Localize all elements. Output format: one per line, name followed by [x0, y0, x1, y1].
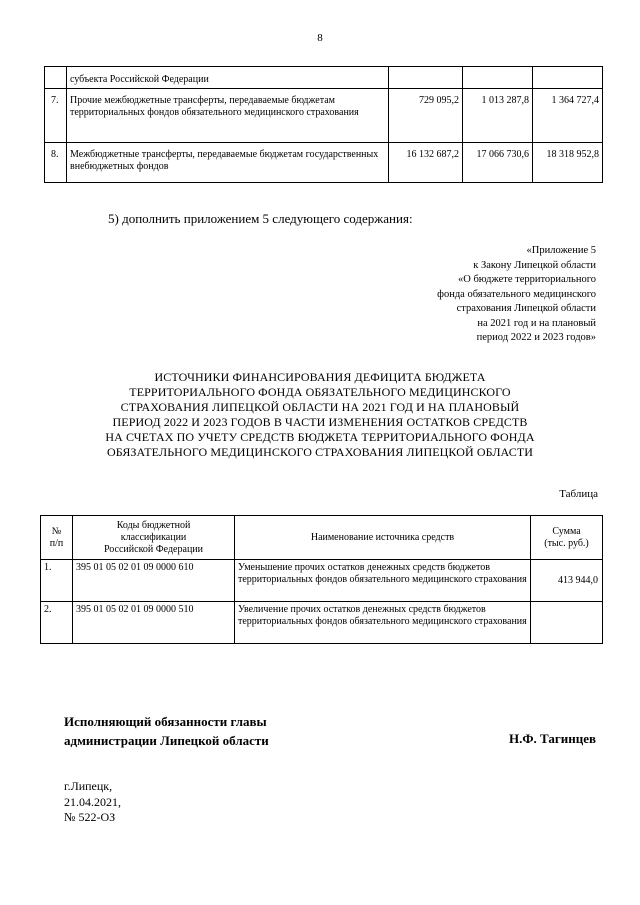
table-row	[45, 67, 603, 89]
value-2023	[533, 67, 603, 89]
table-row	[45, 89, 603, 143]
header-text: Коды бюджетной	[116, 519, 191, 531]
transfers-table	[44, 66, 603, 183]
header-name: Наименование источника средств	[235, 516, 531, 560]
value-2023: 1 364 727,4	[533, 89, 603, 143]
header-text: Российской Федерации	[103, 543, 203, 555]
page-number: 8	[317, 32, 323, 44]
value-2021: 16 132 687,2	[389, 143, 463, 183]
appendix-line: к Закону Липецкой области	[473, 259, 596, 271]
header-text: п/п	[49, 537, 64, 549]
header-code	[73, 516, 235, 560]
header-text: классификации	[120, 531, 187, 543]
row-name: Межбюджетные трансферты, передаваемые бюджетам государственных внебюджетных фондов	[67, 143, 389, 183]
row-number: 1.	[41, 560, 73, 602]
header-sum	[531, 516, 603, 560]
appendix-line: фонда обязательного медицинского	[437, 288, 596, 300]
row-number: 7.	[45, 89, 67, 143]
title-line: ИСТОЧНИКИ ФИНАНСИРОВАНИЯ ДЕФИЦИТА БЮДЖЕТА	[154, 370, 486, 384]
signatory-line: Исполняющий обязанности главы	[64, 714, 267, 729]
appendix-line: на 2021 год и на плановый	[477, 317, 596, 329]
appendix-line: период 2022 и 2023 годов»	[476, 332, 596, 343]
financing-sources-table	[40, 515, 603, 644]
row-sum	[531, 602, 603, 644]
header-text: №	[51, 525, 62, 537]
value-2022: 17 066 730,6	[463, 143, 533, 183]
table-row	[41, 602, 603, 644]
row-sum: 413 944,0	[531, 560, 603, 602]
appendix-line: «Приложение 5	[526, 245, 596, 256]
appendix-line: «О бюджете территориального	[458, 274, 596, 285]
row-name: Увеличение прочих остатков денежных средств бюджетов территориальных фондов обязательного медицинского страхования	[235, 602, 531, 644]
signatory-line: администрации Липецкой области	[64, 733, 269, 748]
table-label: Таблица	[559, 488, 598, 500]
signatory-name: Н.Ф. Тагинцев	[508, 731, 596, 746]
footer-date: 21.04.2021,	[64, 794, 121, 809]
value-2022: 1 013 287,8	[463, 89, 533, 143]
row-code: 395 01 05 02 01 09 0000 510	[73, 602, 235, 644]
signatory-title	[64, 712, 269, 750]
value-2021: 729 095,2	[389, 89, 463, 143]
title-line: ТЕРРИТОРИАЛЬНОГО ФОНДА ОБЯЗАТЕЛЬНОГО МЕДИЦИНСКОГО	[129, 385, 511, 399]
row-name: Прочие межбюджетные трансферты, передаваемые бюджетам территориальных фондов обязательного медицинского страхования	[67, 89, 389, 143]
footer-number: № 522-ОЗ	[64, 810, 116, 824]
appendix-header	[336, 244, 596, 346]
row-name: субъекта Российской Федерации	[67, 67, 389, 89]
title-line: НА СЧЕТАХ ПО УЧЕТУ СРЕДСТВ БЮДЖЕТА ТЕРРИТОРИАЛЬНОГО ФОНДА	[105, 430, 535, 444]
appendix-line: страхования Липецкой области	[456, 303, 596, 314]
title-line: СТРАХОВАНИЯ ЛИПЕЦКОЙ ОБЛАСТИ НА 2021 ГОД И НА ПЛАНОВЫЙ	[120, 400, 520, 414]
header-text: (тыс. руб.)	[544, 537, 589, 549]
document-footer	[64, 779, 121, 826]
title-line: ОБЯЗАТЕЛЬНОГО МЕДИЦИНСКОГО СТРАХОВАНИЯ ЛИПЕЦКОЙ ОБЛАСТИ	[106, 445, 534, 459]
value-2022	[463, 67, 533, 89]
table-header-row	[41, 516, 603, 560]
row-name: Уменьшение прочих остатков денежных средств бюджетов территориальных фондов обязательного медицинского страхования	[235, 560, 531, 602]
value-2023: 18 318 952,8	[533, 143, 603, 183]
row-number: 8.	[45, 143, 67, 183]
value-2021	[389, 67, 463, 89]
header-number	[41, 516, 73, 560]
row-number: 2.	[41, 602, 73, 644]
table-row	[41, 560, 603, 602]
amendment-text: 5) дополнить приложением 5 следующего содержания:	[108, 211, 413, 226]
header-text: Сумма	[552, 525, 581, 537]
row-number	[45, 67, 67, 89]
footer-city: г.Липецк,	[64, 779, 113, 793]
title-line: ПЕРИОД 2022 И 2023 ГОДОВ В ЧАСТИ ИЗМЕНЕНИЯ ОСТАТКОВ СРЕДСТВ	[112, 415, 528, 429]
document-title	[60, 370, 580, 460]
table-row	[45, 143, 603, 183]
row-code: 395 01 05 02 01 09 0000 610	[73, 560, 235, 602]
